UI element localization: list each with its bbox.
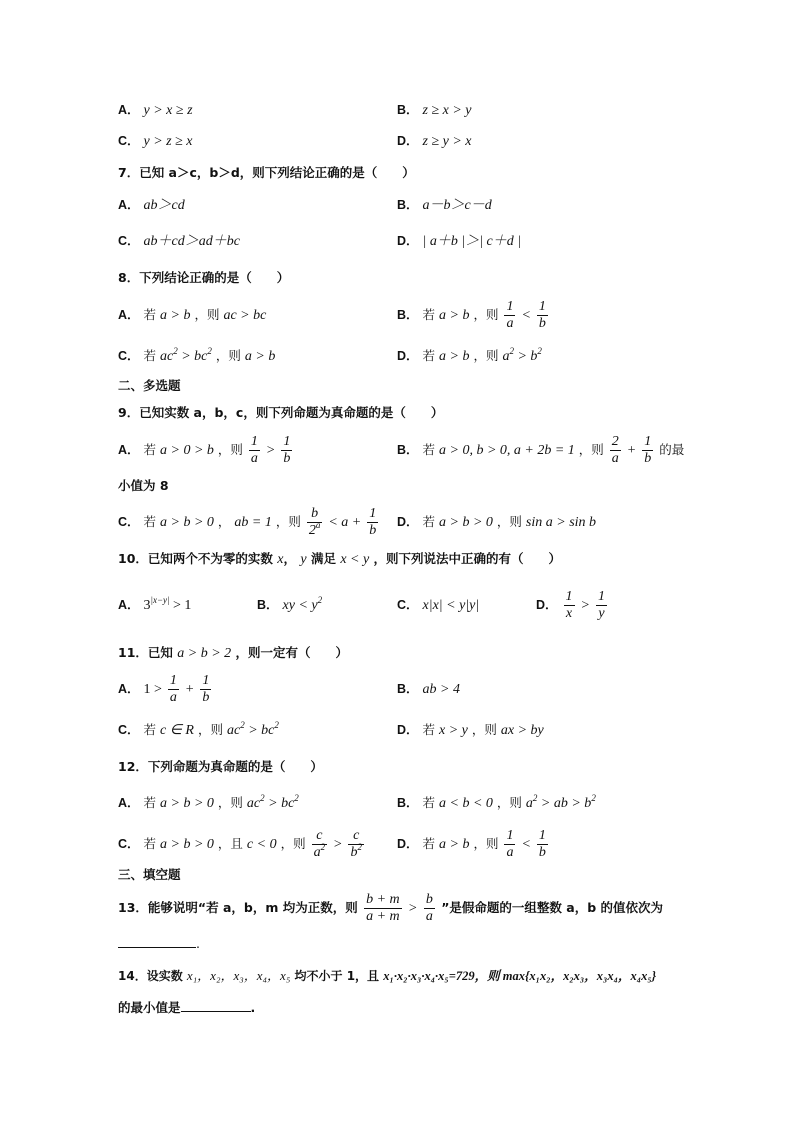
text: 若 (422, 307, 436, 322)
math: > (580, 598, 590, 613)
math: 1 > (143, 682, 162, 697)
q11-option-d (397, 720, 544, 741)
math: > (408, 901, 418, 916)
math-part: > bc (177, 349, 208, 364)
q7-option-d (397, 231, 521, 252)
option-label: B． (397, 308, 419, 322)
math: + (626, 443, 637, 458)
math: a > b (439, 308, 470, 323)
fraction (367, 506, 378, 539)
math: x₁·x₂·x₃·x₄·x₅=729，则 max{x₁x₂，x₂x₃，x₃x₄，x₄x₅} (383, 969, 657, 983)
math: a > b > 0 (439, 515, 493, 530)
fraction (364, 892, 402, 925)
q9-option-c (118, 504, 380, 541)
text: 14．设实数 (118, 969, 183, 983)
option-math: z ≥ y > x (422, 134, 472, 149)
q6-option-a (118, 100, 193, 121)
denominator-base: 2 (308, 523, 316, 538)
text: ，则 (194, 307, 220, 322)
fraction (348, 828, 364, 861)
fraction (200, 673, 211, 706)
math-part: ac (226, 723, 241, 738)
denominator-base: b (350, 845, 358, 860)
math: a > 0, b > 0, a + 2b = 1 (439, 443, 575, 458)
numerator: b + m (366, 892, 400, 907)
text: 若 (422, 836, 436, 851)
option-label: B． (397, 682, 419, 696)
q6-option-d (397, 131, 472, 152)
text: 若 (143, 348, 157, 363)
text: ，则下列说法中正确的有（ ） (373, 551, 562, 566)
math: > 1 (169, 598, 192, 613)
text: 若 (422, 795, 436, 810)
q11-option-b (397, 679, 460, 700)
text: 均不小于 1，且 (294, 969, 380, 983)
superscript: 2 (240, 720, 245, 730)
text: 的最 (659, 442, 685, 457)
option-math: y > z ≥ x (143, 134, 193, 149)
math (226, 720, 279, 738)
text: ，则 (197, 722, 223, 737)
denominator: a (425, 909, 433, 924)
option-label: A． (118, 682, 140, 696)
option-label: D． (397, 234, 419, 248)
q11-option-c (118, 720, 279, 741)
q8-option-d (397, 346, 542, 367)
superscript: 2 (294, 793, 299, 803)
denominator: a (506, 845, 514, 860)
text: 若 (143, 722, 157, 737)
q14-stem (118, 966, 656, 986)
text: ，则 (217, 442, 243, 457)
math: + (184, 682, 195, 697)
option-label: B． (397, 198, 419, 212)
numerator: 1 (369, 506, 377, 521)
numerator: 1 (538, 299, 546, 314)
math: a > b > 0 (160, 796, 214, 811)
math: a > b > 2 (177, 646, 232, 661)
text: 13．能够说明“若 a，b，m 均为正数，则 (118, 900, 358, 915)
superscript: 2 (260, 793, 265, 803)
option-math: y > x ≥ z (143, 103, 193, 118)
q13-answer-line (118, 934, 200, 954)
text: 若 (422, 722, 436, 737)
fraction (504, 299, 515, 332)
option-label: A． (118, 443, 140, 457)
text: ，则 (473, 348, 499, 363)
math: x (277, 552, 284, 567)
option-label: B． (397, 103, 419, 117)
option-math: a－b＞c－d (422, 198, 492, 213)
q9-stem: 9．已知实数 a，b，c，则下列命题为真命题的是（ ） (118, 405, 444, 420)
numerator: c (312, 828, 328, 845)
math-part: > b (513, 349, 538, 364)
numerator: 1 (538, 828, 546, 843)
q8-option-b (397, 297, 550, 334)
option-label: B． (397, 796, 419, 810)
text: ，且 (217, 836, 243, 851)
fraction (537, 299, 548, 332)
denominator: b (369, 523, 377, 538)
text: 若 (422, 514, 436, 529)
math-part: > bc (244, 723, 275, 738)
math: ab = 1 (234, 515, 272, 530)
text: 若 (143, 307, 157, 322)
text: 的最小值是 (118, 1000, 181, 1015)
fraction (168, 673, 179, 706)
superscript: 2 (274, 720, 279, 730)
math: < (521, 308, 531, 323)
fraction (249, 434, 260, 467)
superscript: 2 (532, 793, 538, 803)
math: > (333, 837, 343, 852)
option-math: | a＋b |＞| c＋d | (422, 234, 522, 249)
numerator: 1 (644, 434, 652, 449)
fraction (596, 589, 607, 622)
q12-option-a (118, 793, 299, 814)
q10-option-b (257, 595, 322, 616)
q8-option-a (118, 305, 266, 326)
denominator-base: a (313, 845, 321, 860)
text: . (196, 936, 200, 951)
numerator: 2 (611, 434, 619, 449)
q9-option-b-continued: 小值为 8 (118, 478, 169, 493)
fraction (504, 828, 515, 861)
denominator (348, 842, 364, 861)
q7-stem: 7．已知 a＞c，b＞d，则下列结论正确的是（ ） (118, 165, 415, 180)
q11-option-a (118, 671, 213, 708)
option-label: D． (397, 349, 419, 363)
q13-stem (118, 890, 663, 927)
superscript: 2 (509, 346, 514, 356)
math: xy < y (282, 598, 318, 613)
fraction (424, 892, 435, 925)
math: a > b (439, 349, 470, 364)
text: ，则一定有（ ） (235, 645, 349, 660)
numerator: 1 (565, 589, 573, 604)
q9-option-b (397, 432, 684, 469)
text: ，则 (496, 514, 522, 529)
fraction (312, 828, 328, 861)
option-label: C． (118, 723, 140, 737)
math: < (521, 837, 531, 852)
answer-blank[interactable] (181, 1011, 251, 1012)
superscript: |x−y| (150, 595, 170, 605)
text: ，则 (280, 836, 306, 851)
denominator: b (644, 451, 652, 466)
denominator: a + m (366, 909, 400, 924)
math: ac > bc (223, 308, 267, 323)
option-label: A． (118, 308, 140, 322)
q10-option-c (397, 595, 479, 616)
denominator: y (598, 606, 605, 621)
q12-option-c (118, 826, 366, 863)
text: ，则 (473, 307, 499, 322)
math: x|x| < y|y| (422, 598, 480, 613)
numerator: 1 (283, 434, 291, 449)
fraction (281, 434, 292, 467)
numerator: 1 (202, 673, 210, 688)
option-label: A． (118, 598, 140, 612)
text: 若 (143, 795, 157, 810)
q9-option-a (118, 432, 294, 469)
denominator: x (565, 606, 573, 621)
superscript: 2 (173, 346, 178, 356)
denominator: b (283, 451, 291, 466)
option-label: C． (118, 234, 140, 248)
option-label: B． (397, 443, 419, 457)
math: a > 0 > b (160, 443, 214, 458)
denominator: a (506, 316, 514, 331)
numerator: 1 (506, 299, 514, 314)
option-label: C． (118, 837, 140, 851)
math-part: a (502, 349, 510, 364)
math: 3 (143, 598, 151, 613)
text: ，则 (578, 442, 604, 457)
q12-option-d (397, 826, 550, 863)
q11-stem (118, 643, 348, 664)
denominator: b (202, 690, 210, 705)
math: a < b < 0 (439, 796, 493, 811)
option-label: A． (118, 198, 140, 212)
denominator: a (611, 451, 619, 466)
text: ，则 (496, 795, 522, 810)
denominator: a (250, 451, 258, 466)
fraction (307, 506, 323, 539)
option-math: z ≥ x > y (422, 103, 472, 118)
superscript: 2 (357, 842, 362, 852)
math (525, 793, 596, 811)
superscript: 2 (591, 793, 596, 803)
text: 满足 (310, 551, 336, 566)
math: c < 0 (246, 837, 277, 852)
superscript: a (315, 520, 321, 530)
numerator: 1 (250, 434, 258, 449)
option-label: C． (397, 598, 419, 612)
option-math: ab＋cd＞ad＋bc (143, 234, 240, 249)
q9-option-d (397, 512, 596, 533)
text: ，则 (473, 836, 499, 851)
math: a > b (160, 308, 191, 323)
math: ax > by (500, 723, 544, 738)
fraction (537, 828, 548, 861)
math (246, 793, 299, 811)
math-part: ac (160, 349, 174, 364)
q10-option-d (536, 587, 609, 624)
numerator: c (348, 828, 364, 845)
option-label: A． (118, 796, 140, 810)
text: ”是假命题的一组整数 a，b 的值依次为 (441, 900, 663, 915)
superscript: 2 (317, 595, 323, 605)
q8-option-c (118, 346, 275, 367)
math: x > y (439, 723, 468, 738)
math-part: ac (246, 796, 261, 811)
numerator: 1 (169, 673, 177, 688)
math: < a + (328, 515, 362, 530)
text: ，则 (275, 514, 301, 529)
text: 若 (143, 836, 157, 851)
denominator: b (538, 316, 546, 331)
option-label: A． (118, 103, 140, 117)
q7-option-a (118, 195, 185, 216)
q7-option-b (397, 195, 492, 216)
q6-option-c (118, 131, 193, 152)
option-label: D． (397, 515, 419, 529)
denominator: b (538, 845, 546, 860)
option-math: ab＞cd (143, 198, 185, 213)
superscript: 2 (207, 346, 212, 356)
text: 若 (422, 348, 436, 363)
option-label: D． (397, 723, 419, 737)
math: x₁，x₂，x₃，x₄，x₅ (186, 968, 291, 983)
text: 若 (143, 442, 157, 457)
q14-answer-line (118, 998, 255, 1018)
denominator: a (169, 690, 177, 705)
superscript: 2 (320, 842, 326, 852)
denominator (307, 520, 323, 539)
option-label: D． (536, 598, 558, 612)
text: ， (283, 551, 296, 566)
numerator: 1 (597, 589, 605, 604)
option-label: C． (118, 134, 140, 148)
math: > (265, 443, 276, 458)
fraction (610, 434, 621, 467)
section-title: 三、填空题 (118, 867, 181, 882)
option-label: D． (397, 134, 419, 148)
option-label: D． (397, 837, 419, 851)
text: ，则 (215, 348, 241, 363)
text: ， (217, 514, 231, 529)
fraction (564, 589, 575, 622)
denominator (312, 842, 328, 861)
fraction (642, 434, 653, 467)
math: a > b (244, 349, 276, 364)
math: sin a > sin b (525, 515, 597, 530)
math-part: > bc (264, 796, 295, 811)
q7-option-c (118, 231, 240, 252)
math: y (300, 552, 307, 567)
text: 若 (422, 442, 436, 457)
option-label: B． (257, 598, 279, 612)
text: ，则 (471, 722, 497, 737)
superscript: 2 (537, 346, 542, 356)
text: . (250, 1000, 256, 1015)
numerator: b (425, 892, 433, 907)
math: a > b > 0 (160, 837, 214, 852)
numerator: b (307, 506, 323, 523)
math: x < y (340, 552, 370, 567)
section-title: 二、多选题 (118, 378, 181, 393)
numerator: 1 (506, 828, 514, 843)
q12-stem: 12．下列命题为真命题的是（ ） (118, 759, 323, 774)
q10-option-a (118, 595, 191, 616)
option-label: C． (118, 349, 140, 363)
q12-option-b (397, 793, 596, 814)
math: a > b > 0 (160, 515, 214, 530)
answer-blank[interactable] (118, 947, 196, 948)
math-part: > ab > b (537, 796, 592, 811)
option-label: C． (118, 515, 140, 529)
text: 11．已知 (118, 645, 173, 660)
q6-option-b (397, 100, 472, 121)
q8-stem: 8．下列结论正确的是（ ） (118, 270, 290, 285)
math (160, 346, 212, 364)
text: 10．已知两个不为零的实数 (118, 551, 273, 566)
math: a > b (439, 837, 470, 852)
text: 若 (143, 514, 157, 529)
math: ab > 4 (422, 682, 460, 697)
math (502, 346, 542, 364)
math-part: a (525, 796, 533, 811)
text: ，则 (217, 795, 243, 810)
q10-stem (118, 549, 561, 570)
math: c ∈ R (160, 723, 194, 738)
